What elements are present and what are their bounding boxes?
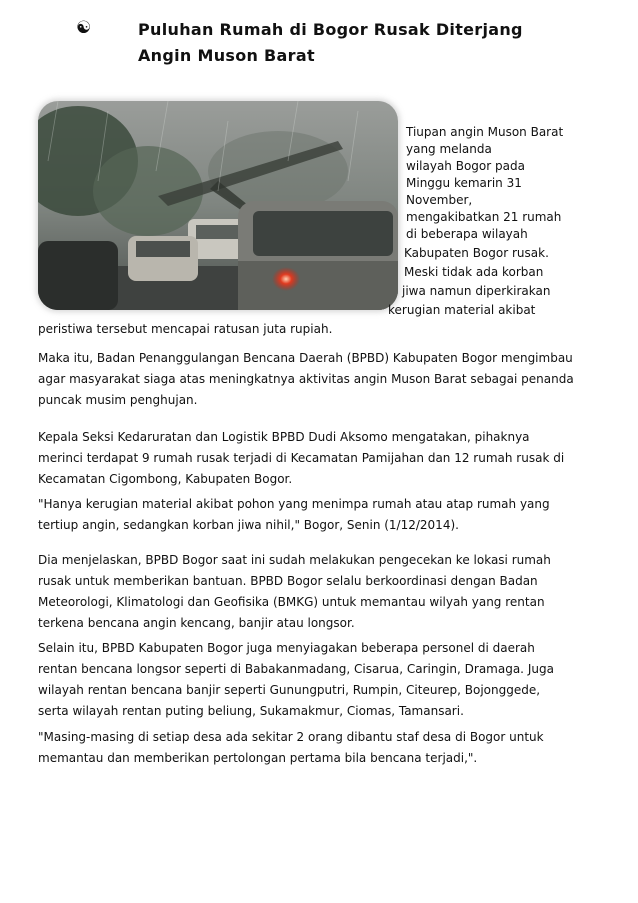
paragraph-line: Selain itu, BPBD Kabupaten Bogor juga menyiagakan beberapa personel di daerah <box>38 641 535 655</box>
lead-line: yang melanda <box>406 142 492 156</box>
lead-line: Minggu kemarin 31 <box>406 176 522 190</box>
lead-line: kerugian material akibat <box>388 303 536 317</box>
storm-traffic-photo-icon <box>38 101 398 310</box>
paragraph-line: merinci terdapat 9 rumah rusak terjadi di Kecamatan Pamijahan dan 12 rumah rusak di <box>38 451 565 465</box>
paragraph-line: tertiup angin, sedangkan korban jiwa nihil," Bogor, Senin (1/12/2014). <box>38 518 459 532</box>
paragraph-line: wilayah rentan bencana banjir seperti Gunungputri, Rumpin, Citeurep, Bojonggede, <box>38 683 541 697</box>
paragraph-line: Maka itu, Badan Penanggulangan Bencana Daerah (BPBD) Kabupaten Bogor mengimbau <box>38 351 573 365</box>
lead-line: November, <box>406 193 473 207</box>
paragraph-line: Kecamatan Cigombong, Kabupaten Bogor. <box>38 472 293 486</box>
paragraph-line: memantau dan memberikan pertolongan pertama bila bencana terjadi,". <box>38 751 478 765</box>
paragraph-line: agar masyarakat siaga atas meningkatnya aktivitas angin Muson Barat sebagai penanda <box>38 372 574 386</box>
paragraph-line: terkena bencana angin kencang, banjir atau longsor. <box>38 616 355 630</box>
paragraph <box>38 727 573 769</box>
paragraph-line: Meteorologi, Klimatologi dan Geofisika (BMKG) untuk memantau wilyah yang rentan <box>38 595 545 609</box>
paragraph-line: rentan bencana longsor seperti di Babakanmadang, Cisarua, Caringin, Dramaga. Juga <box>38 662 554 676</box>
paragraph-line: "Masing-masing di setiap desa ada sekitar 2 orang dibantu staf desa di Bogor untuk <box>38 730 544 744</box>
paragraph <box>38 638 573 722</box>
paragraph-line: puncak musim penghujan. <box>38 393 198 407</box>
lead-line: Tiupan angin Muson Barat <box>406 125 564 139</box>
lead-line: wilayah Bogor pada <box>406 159 525 173</box>
yin-yang-icon: ☯ <box>76 18 92 38</box>
lead-line: Meski tidak ada korban <box>404 265 544 279</box>
lead-line: Kabupaten Bogor rusak. <box>404 246 549 260</box>
title-line-1: Puluhan Rumah di Bogor Rusak Diterjang <box>138 20 523 39</box>
lead-line: mengakibatkan 21 rumah <box>406 210 562 224</box>
title-line-2: Angin Muson Barat <box>138 46 315 65</box>
paragraph <box>38 550 573 634</box>
paragraph-line: "Hanya kerugian material akibat pohon yang menimpa rumah atau atap rumah yang <box>38 497 550 511</box>
paragraph-line: serta wilayah rentan puting beliung, Sukamakmur, Ciomas, Tamansari. <box>38 704 464 718</box>
paragraph-line: Dia menjelaskan, BPBD Bogor saat ini sudah melakukan pengecekan ke lokasi rumah <box>38 553 551 567</box>
storm-photo <box>38 101 398 310</box>
lead-line: jiwa namun diperkirakan <box>402 284 551 298</box>
article-title <box>138 17 598 69</box>
paragraph <box>38 494 573 536</box>
paragraph <box>38 348 573 411</box>
paragraph-line: Kepala Seksi Kedaruratan dan Logistik BPBD Dudi Aksomo mengatakan, pihaknya <box>38 430 530 444</box>
paragraph <box>38 427 573 490</box>
paragraph-line: rusak untuk memberikan bantuan. BPBD Bogor selalu berkoordinasi dengan Badan <box>38 574 538 588</box>
lead-line: peristiwa tersebut mencapai ratusan juta rupiah. <box>38 322 333 336</box>
lead-line: di beberapa wilayah <box>406 227 528 241</box>
